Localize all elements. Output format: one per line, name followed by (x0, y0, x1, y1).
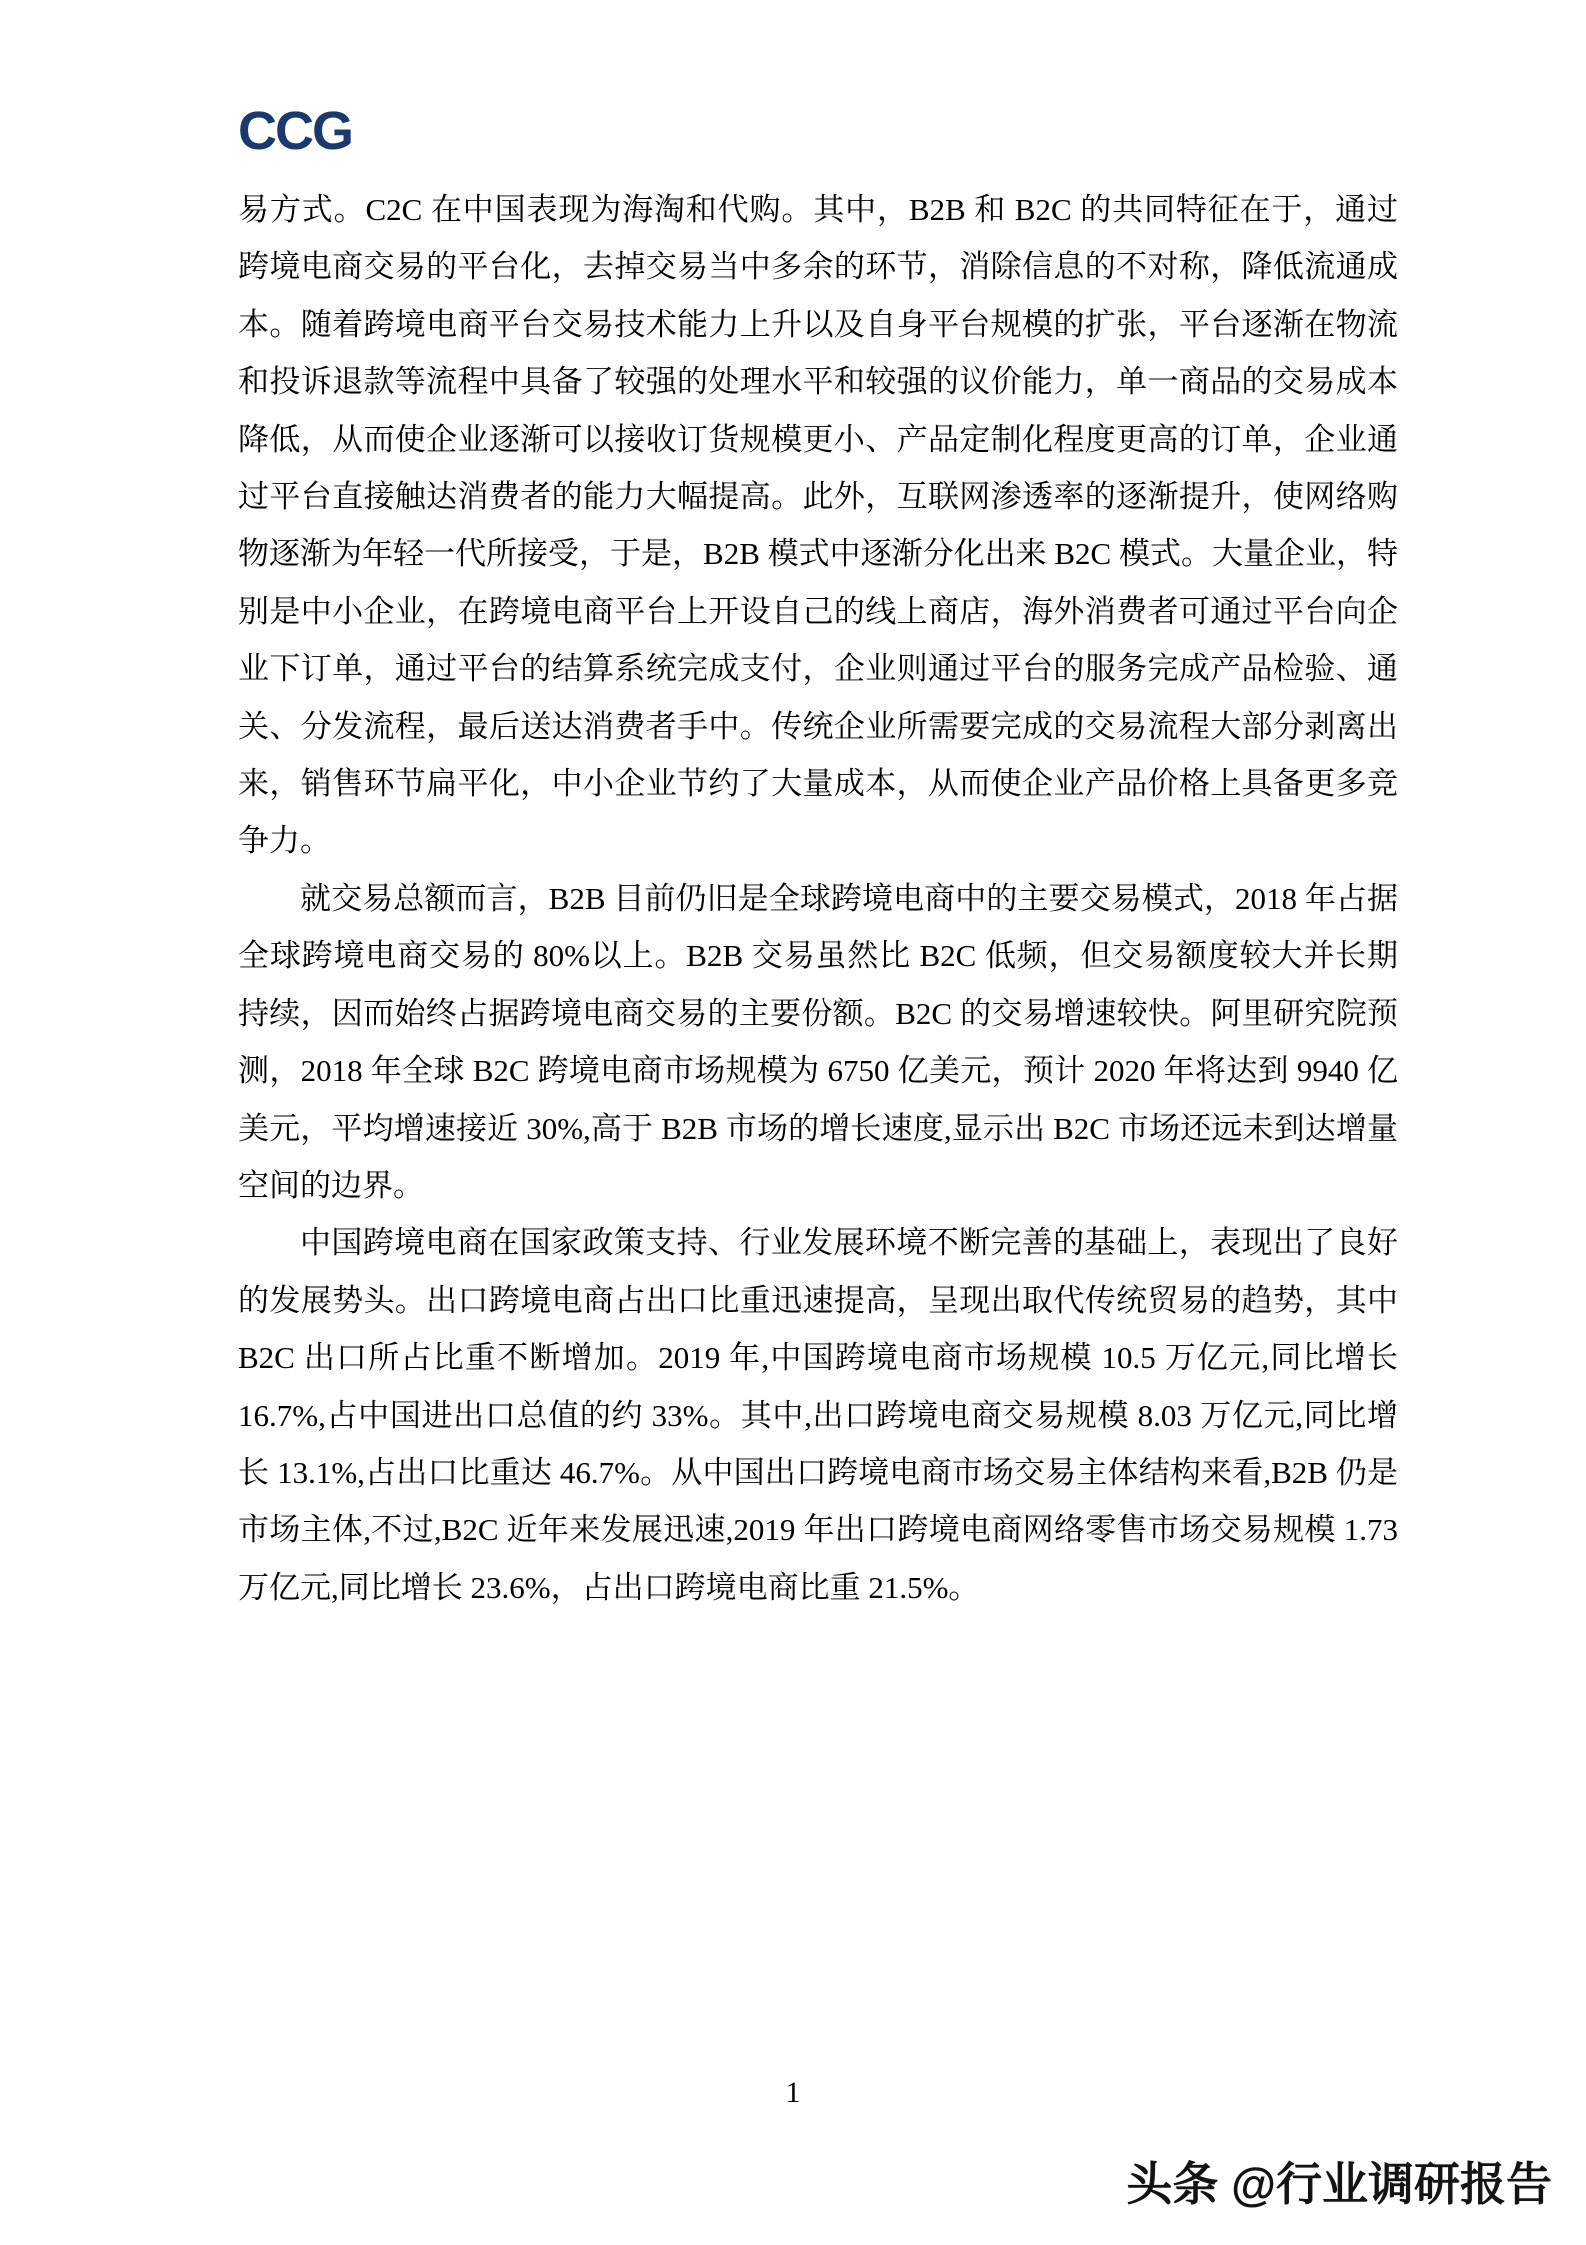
page-number: 1 (785, 2076, 801, 2109)
paragraph-3: 中国跨境电商在国家政策支持、行业发展环境不断完善的基础上，表现出了良好的发展势头。出口跨境电商占出口比重迅速提高，呈现出取代传统贸易的趋势，其中 B2C 出口所占比重不断增加。2019 年,中国跨境电商市场规模 10.5 万亿元,同比增长 16.7%,占中国进出口总值的约 33%。其中,出口跨境电商交易规模 8.03 万亿元,同比增长 13.1%,占出口比重达 46.7%。从中国出口跨境电商市场交易主体结构来看,B2B 仍是市场主体,不过,B2C 近年来发展迅速,2019 年出口跨境电商网络零售市场交易规模 1.73 万亿元,同比增长 23.6%，占出口跨境电商比重 21.5%。 (238, 1225, 1398, 1605)
paragraph-1: 易方式。C2C 在中国表现为海淘和代购。其中，B2B 和 B2C 的共同特征在于，通过跨境电商交易的平台化，去掉交易当中多余的环节，消除信息的不对称，降低流通成本。随着跨境电商平台交易技术能力上升以及自身平台规模的扩张，平台逐渐在物流和投诉退款等流程中具备了较强的处理水平和较强的议价能力，单一商品的交易成本降低，从而使企业逐渐可以接收订货规模更小、产品定制化程度更高的订单，企业通过平台直接触达消费者的能力大幅提高。此外，互联网渗透率的逐渐提升，使网络购物逐渐为年轻一代所接受，于是，B2B 模式中逐渐分化出来 B2C 模式。大量企业，特别是中小企业，在跨境电商平台上开设自己的线上商店，海外消费者可通过平台向企业下订单，通过平台的结算系统完成支付，企业则通过平台的服务完成产品检验、通关、分发流程，最后送达消费者手中。传统企业所需要完成的交易流程大部分剥离出来，销售环节扁平化，中小企业节约了大量成本，从而使企业产品价格上具备更多竞争力。 (238, 192, 1398, 859)
ccg-logo: CCG (238, 101, 352, 161)
paragraph-2: 就交易总额而言，B2B 目前仍旧是全球跨境电商中的主要交易模式，2018 年占据全球跨境电商交易的 80%以上。B2B 交易虽然比 B2C 低频，但交易额度较大并长期持续，因而始终占据跨境电商交易的主要份额。B2C 的交易增速较快。阿里研究院预测，2018 年全球 B2C 跨境电商市场规模为 6750 亿美元，预计 2020 年将达到 9940 亿美元，平均增速接近 30%,高于 B2B 市场的增长速度,显示出 B2C 市场还远未到达增量空间的边界。 (238, 880, 1398, 1203)
watermark-toutiao: 头条 @行业调研报告 (1126, 2158, 1552, 2210)
body-text (238, 181, 1398, 1616)
